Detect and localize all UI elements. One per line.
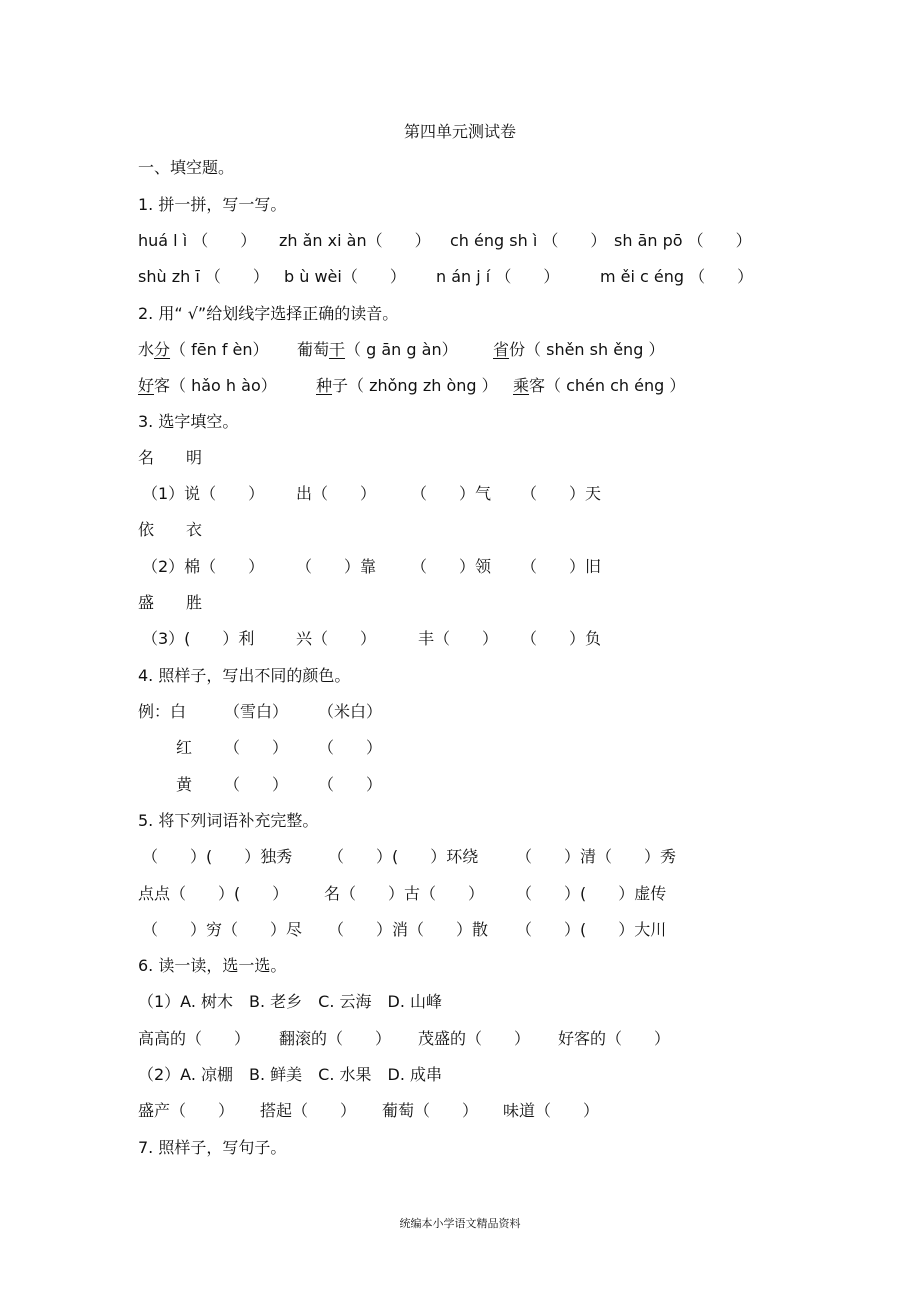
- fill-blank[interactable]: （2）棉（ ）: [142, 557, 265, 576]
- choice-char: 名: [138, 448, 155, 467]
- q5-heading: 5. 将下列词语补充完整。: [138, 811, 319, 830]
- q5-row-2: [138, 884, 667, 904]
- pinyin-item: huá l ì （ ）: [138, 231, 257, 250]
- q4-heading: 4. 照样子，写出不同的颜色。: [138, 666, 351, 685]
- page-title: 第四单元测试卷: [403, 122, 516, 141]
- match-blank[interactable]: 茂盛的（ ）: [418, 1029, 531, 1048]
- fill-blank[interactable]: （ ）旧: [521, 557, 602, 576]
- q4-red-row: [138, 738, 383, 758]
- idiom-blank[interactable]: 名（ ）古（ ）: [324, 884, 485, 903]
- fill-blank[interactable]: （1）说（ ）: [142, 484, 265, 503]
- q6-options-1: （1）A. 树木 B. 老乡 C. 云海 D. 山峰: [138, 992, 443, 1011]
- q2-row-1: [138, 340, 665, 360]
- q3-choices-3: [138, 593, 203, 613]
- color-word: 红: [176, 738, 193, 757]
- pinyin-item: b ù wèi（ ）: [284, 267, 406, 286]
- fill-blank[interactable]: （ ）: [224, 775, 289, 794]
- q3-blanks-3: [138, 629, 602, 649]
- fill-blank[interactable]: （ ）靠: [296, 557, 377, 576]
- reading-choice[interactable]: 种子（ zhǒng zh òng ）: [316, 376, 498, 395]
- fill-blank[interactable]: 兴（ ）: [296, 629, 377, 648]
- q6-blanks-1: [138, 1029, 671, 1049]
- fill-blank[interactable]: （ ）: [318, 775, 383, 794]
- fill-blank[interactable]: （ ）负: [521, 629, 602, 648]
- reading-choice[interactable]: 省份（ shěn sh ěng ）: [493, 340, 665, 359]
- q1-heading: 1. 拼一拼，写一写。: [138, 195, 287, 214]
- page-footer: 统编本小学语文精品资料: [399, 1217, 521, 1230]
- q2-heading: 2. 用“ √”给划线字选择正确的读音。: [138, 304, 399, 323]
- q3-choices-1: [138, 448, 203, 468]
- pinyin-item: shù zh ī （ ）: [138, 267, 269, 286]
- idiom-blank[interactable]: 点点（ ）( ）: [138, 884, 289, 903]
- idiom-blank[interactable]: （ ）( ）独秀: [142, 847, 293, 866]
- reading-choice[interactable]: 好客（ hǎo h ào）: [138, 376, 277, 395]
- reading-choice[interactable]: 葡萄干（ g ān g àn）: [297, 340, 458, 359]
- match-blank[interactable]: 葡萄（ ）: [382, 1101, 479, 1120]
- idiom-blank[interactable]: （ ）( ）大川: [516, 920, 667, 939]
- fill-blank[interactable]: 出（ ）: [296, 484, 377, 503]
- q1-row-1: [138, 231, 752, 251]
- pinyin-item: m ěi c éng （ ）: [600, 267, 754, 286]
- match-blank[interactable]: 盛产（ ）: [138, 1101, 235, 1120]
- q6-blanks-2: [138, 1101, 600, 1121]
- q3-choices-2: [138, 520, 203, 540]
- q6-options-2: （2）A. 凉棚 B. 鲜美 C. 水果 D. 成串: [138, 1065, 443, 1084]
- fill-blank[interactable]: （ ）领: [411, 557, 492, 576]
- choice-char: 明: [186, 448, 203, 467]
- fill-blank[interactable]: （ ）气: [411, 484, 492, 503]
- q1-row-2: [138, 267, 754, 287]
- q2-row-2: [138, 376, 686, 396]
- q3-heading: 3. 选字填空。: [138, 412, 239, 431]
- example-answer: （雪白）: [224, 702, 289, 721]
- choice-char: 盛: [138, 593, 155, 612]
- q6-heading: 6. 读一读，选一选。: [138, 956, 287, 975]
- fill-blank[interactable]: 丰（ ）: [418, 629, 499, 648]
- q3-blanks-2: [138, 557, 602, 577]
- idiom-blank[interactable]: （ ）( ）虚传: [516, 884, 667, 903]
- reading-choice[interactable]: 乘客（ chén ch éng ）: [513, 376, 686, 395]
- color-word: 黄: [176, 775, 193, 794]
- q4-example: [138, 702, 383, 722]
- choice-char: 胜: [186, 593, 203, 612]
- match-blank[interactable]: 搭起（ ）: [260, 1101, 357, 1120]
- fill-blank[interactable]: （ ）天: [521, 484, 602, 503]
- idiom-blank[interactable]: （ ）( ）环绕: [328, 847, 479, 866]
- fill-blank[interactable]: （ ）: [318, 738, 383, 757]
- fill-blank[interactable]: （3）( ）利: [142, 629, 255, 648]
- reading-choice[interactable]: 水分（ fēn f èn）: [138, 340, 269, 359]
- pinyin-item: sh ān pō （ ）: [614, 231, 752, 250]
- section-heading: 一、填空题。: [138, 158, 235, 177]
- pinyin-item: n án j í （ ）: [436, 267, 560, 286]
- pinyin-item: ch éng sh ì （ ）: [450, 231, 607, 250]
- idiom-blank[interactable]: （ ）穷（ ）尽: [142, 920, 303, 939]
- q7-heading: 7. 照样子，写句子。: [138, 1138, 287, 1157]
- pinyin-item: zh ǎn xi àn（ ）: [279, 231, 431, 250]
- match-blank[interactable]: 翻滚的（ ）: [279, 1029, 392, 1048]
- q4-yellow-row: [138, 775, 383, 795]
- example-answer: （米白）: [318, 702, 383, 721]
- fill-blank[interactable]: （ ）: [224, 738, 289, 757]
- match-blank[interactable]: 好客的（ ）: [558, 1029, 671, 1048]
- example-label: 例：白: [138, 702, 187, 721]
- match-blank[interactable]: 味道（ ）: [503, 1101, 600, 1120]
- q5-row-3: [138, 920, 667, 940]
- choice-char: 衣: [186, 520, 203, 539]
- idiom-blank[interactable]: （ ）清（ ）秀: [516, 847, 677, 866]
- idiom-blank[interactable]: （ ）消（ ）散: [328, 920, 489, 939]
- choice-char: 依: [138, 520, 155, 539]
- q3-blanks-1: [138, 484, 602, 504]
- q5-row-1: [138, 847, 677, 867]
- match-blank[interactable]: 高高的（ ）: [138, 1029, 251, 1048]
